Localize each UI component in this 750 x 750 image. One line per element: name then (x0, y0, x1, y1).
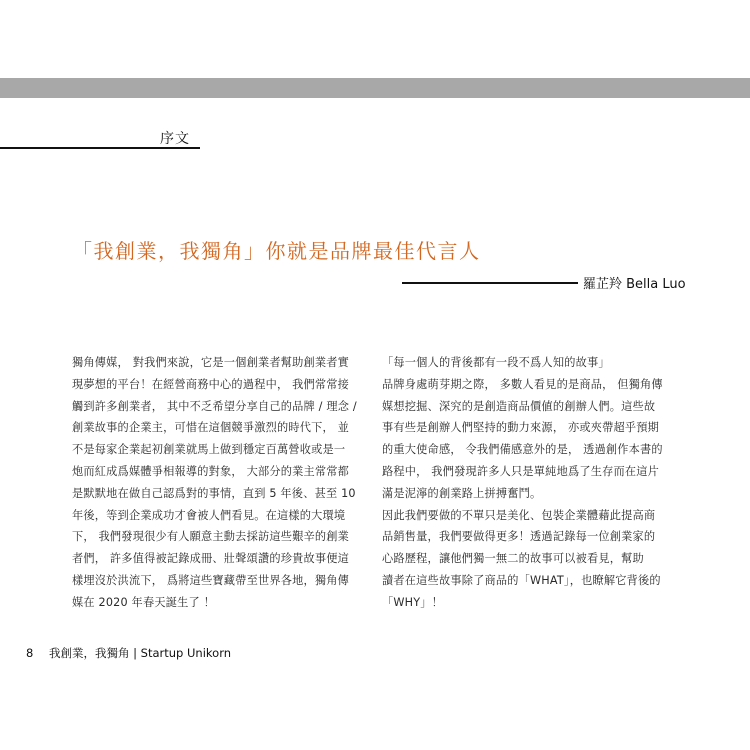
body-line: 現夢想的平台！在經營商務中心的過程中， 我們常常接 (72, 377, 350, 391)
body-line: 年後，等到企業成功才會被人們看見。在這樣的大環境 (72, 508, 346, 522)
body-line: 「WHY」！ (382, 595, 444, 609)
page-number: 8 (26, 646, 34, 660)
body-line: 品銷售量，我們要做得更多！透過記錄每一位創業家的 (382, 530, 656, 544)
section-heading: 序文 (160, 131, 190, 147)
author-rule (402, 282, 578, 284)
running-title: 我創業，我獨角 | Startup Unikorn (48, 646, 232, 660)
body-line: 是默默地在做自己認爲對的事情，直到 5 年後、甚至 10 (72, 486, 356, 500)
body-line: 「每一個人的背後都有一段不爲人知的故事」 (382, 356, 610, 369)
body-line: 觸到許多創業者， 其中不乏希望分享自己的品牌 / 理念 / (72, 399, 357, 413)
top-band (0, 78, 750, 98)
body-line: 者們， 許多值得被記錄成冊、壯聲頌讚的珍貴故事便這 (72, 552, 350, 566)
body-line: 下， 我們發現很少有人願意主動去採訪這些艱辛的創業 (72, 530, 350, 544)
body-line: 品牌身處萌芽期之際， 多數人看見的是商品， 但獨角傳 (382, 377, 663, 391)
body-line: 媒在 2020 年春天誕生了 ！ (72, 595, 216, 609)
page-footer (26, 645, 231, 661)
body-line: 媒想挖掘、深究的是創造商品價値的創辦人們。這些故 (382, 399, 656, 413)
section-underline (0, 147, 200, 149)
body-line: 不是每家企業起初創業就馬上做到穩定百萬營收或是一 (72, 443, 346, 457)
body-line: 事有些是創辦人們堅持的動力來源， 亦或夾帶超乎預期 (382, 421, 660, 435)
body-column-right (382, 352, 678, 614)
body-line: 的重大使命感， 令我們備感意外的是， 透過創作本書的 (382, 443, 663, 457)
body-line: 創業故事的企業主，可惜在這個競爭激烈的時代下， 並 (72, 421, 350, 435)
body-line: 滿是泥濘的創業路上拼搏奮鬥。 (382, 486, 542, 500)
body-line: 心路歷程，讓他們獨一無二的故事可以被看見，幫助 (382, 552, 644, 566)
body-line: 讀者在這些故事除了商品的「WHAT」，也瞭解它背後的 (382, 573, 661, 587)
body-line: 樣埋沒於洪流下， 爲將這些寶藏帶至世界各地，獨角傳 (72, 573, 350, 587)
body-line: 炮而紅成爲媒體爭相報導的對象， 大部分的業主常常都 (72, 464, 350, 478)
body-column-left (72, 352, 368, 614)
body-line: 路程中， 我們發現許多人只是單純地爲了生存而在這片 (382, 464, 660, 478)
article-title: 「我創業，我獨角」你就是品牌最佳代言人 (72, 239, 481, 263)
body-line: 因此我們要做的不單只是美化、包裝企業體藉此提高商 (382, 508, 656, 522)
body-line: 獨角傳媒， 對我們來說，它是一個創業者幫助創業者實 (72, 356, 350, 369)
author-byline: 羅芷羚 Bella Luo (583, 277, 686, 292)
